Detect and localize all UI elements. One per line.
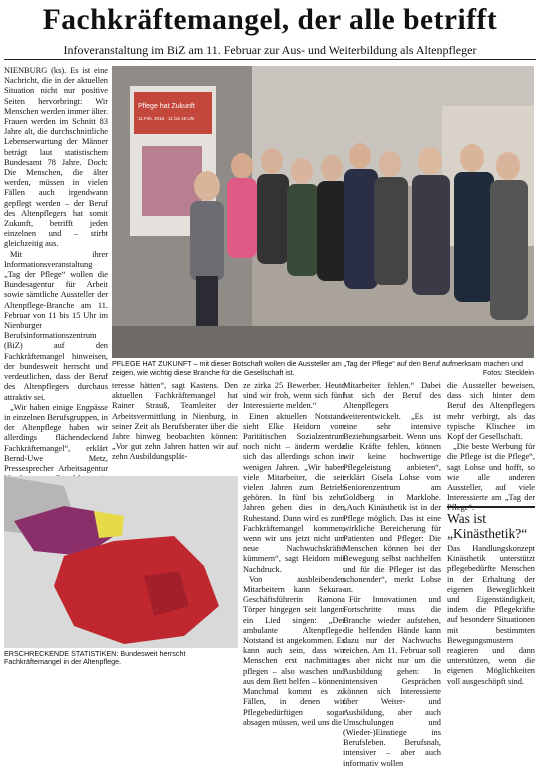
event-group-photo xyxy=(112,66,534,358)
paragraph: Für Innovationen und Fortschritte muss die Branche wieder aufstehen, die helfenden Hände kann dazu nur der Nachwuchs reichen. Am 11. Februar soll es aber nicht nur um die Ausbildung gehen: In intensiven Gesprächen können sich Interessierte über Weiter- und Ausbildung, aber auch Umschulungen und (Wieder-)Einstiege ins Berufsleben. Berufsnah, intensiver – aber auch informativ wollen xyxy=(343,595,441,768)
photo-credit: Fotos: Stecklein xyxy=(482,367,534,377)
photo-caption xyxy=(112,360,534,377)
paragraph: NIENBURG (ks). Es ist eine Nachricht, die in der aktuellen Situation nicht nur positive Seiten hervorbringt: Wir Menschen werden immer älter. Frauen werden im Schnitt 83 Jahre alt, die durchschnittliche Lebenserwartung der Männer beträgt laut statistischem Bundesamt 78 Jahre. Doch: Die Menschen, die älter werden, müssen in vielen Fällen auch irgendwann gepflegt werden – der Beruf des Altenpflegers hat somit Zukunft, betrifft jeden einzelnen und – stirbt gleichzeitig aus. xyxy=(4,66,108,249)
photo-caption-text: PFLEGE HAT ZUKUNFT – mit dieser Botschaft wollen die Aussteller am „Tag der Pflege“ auf den Beruf aufmerksam machen und zeigen, wie wichtig diese Branche für die Gesellschaft ist. xyxy=(112,359,524,377)
paragraph: „Wir haben einige Engpässe in einzelnen Berufsgruppen, in der Altenpflege haben wir allerdings flächendeckend Fachkräftemangel“, erklärt Bernd-Uwe Metz, Pressesprecher Arbeitsagentur xyxy=(4,402,108,473)
paragraph: Das Handlungskonzept Kinästhetik unterstützt pflegebedürfte Menschen in der Erhaltung der eigenen Beweglichkeit und Eigenständigkeit, indem die Pflegekräfte auf besondere Situationen mit bestimmten Bewegungsmustern reagieren und dann unterstützen, wenn die eigenen Möglichkeiten voll ausgeschöpft sind. xyxy=(447,544,535,686)
paragraph: teresse hätten“, sagt Kastens. Den aktuellen Fachkräftemangel hat Rainer Strauß, Teamleiter der Arbeitsvermittlung in Nienburg, in seiner Zeit als Berufsberater über die Jahre hinweg beobachten können: „Vor gut zehn Jahren hatten wir auf zehn Ausbildungsplät- xyxy=(112,381,238,462)
info-box-rule xyxy=(447,506,535,508)
article-column-5 xyxy=(447,381,535,513)
info-box-title: Was ist „Kinästhetik?“ xyxy=(447,511,528,541)
paragraph: Von ausbleibenden Mitarbeitern kann Sekura-Geschäftsführerin Ramona Törper hingegen seit langem ein Lied singen: „Der ambulante Altenpflege-Notstand ist angekommen. Es kann auch sein, dass wir Menschen erst nachmittags pflegen – also waschen und aus dem Bett helfen – können. Manchmal kommt es zu Fällen, in denen wir Pflegebedürftigen sogar absagen müssen, weil uns die xyxy=(243,574,345,727)
paragraph: ze zirka 25 Bewerber. Heute sind wir froh, wenn sich fünf Interessierte melden.“ xyxy=(243,381,345,411)
info-box-text xyxy=(447,544,535,686)
map-caption: ERSCHRECKENDE STATISTIKEN: Bundesweit herrscht Fachkräftemangel in der Altenpflege. xyxy=(4,649,186,667)
headline: Fachkräftemangel, der alle betrifft xyxy=(42,4,498,36)
article-column-3 xyxy=(243,381,345,727)
paragraph: Mit ihrer Informationsveranstaltung „Tag der Pflege“ wollen die Bundesagentur für Arbeit sowie sämtliche Aussteller der Altenpflege-Branche am 11. Februar von 11 bis 15 Uhr im Nienburger Berufsinformationszentrum (BiZ) auf den Fachkräftemangel hinweisen, der bundesweit herrscht und verdeutlichen, dass der Beruf des Altenpflegers durchaus attraktiv sei. xyxy=(4,249,108,402)
article-column-4 xyxy=(343,381,441,768)
poster-date: 11.Feb. 2016 · 11 bis 15 Uhr xyxy=(138,116,195,121)
paragraph: Mitarbeiter fehlen.“ Dabei hat sich der Beruf des Altenpflegers weiterentwickelt. „Es ist eine sehr intensive Beziehungsarbeit. Wenn uns die Kräfte fehlen, können wir keine hochwertige Pflegeleistung anbieten“, erklärt Gisela Lohse vom Seniorenzentrum am Goldberg in Marklohe. „Auch Kinästhetik ist in der Pflege möglich. Das ist eine wirkliche Bereicherung für Patienten und Pfleger: Die Menschen können bei der Bewegung selbst nachhelfen und für die Pfleger ist das schonender“, merkt Lohse an. xyxy=(343,381,441,595)
paragraph: Einen aktuellen Notstand sieht Elke Heidorn vom Paritätischen Sozialzentrum noch nicht – änderm werde sich das allerdings schon in wenigen Jahren. „Wir haben viele Mitarbeiter, die seit vielen Jahren zum Betrieb gehören. In fünf bis zehn Jahren gehen dies in den Ruhestand. Dann wird es zum Fachkräftemangel kommen, wenn wir uns jetzt nicht um neue Nachwuchskräfte kümmern“, sagt Heidorn mit Nachdruck. xyxy=(243,411,345,574)
paragraph: die Aussteller beweisen, dass sich hinter dem Beruf des Altenpflegers mehr verbirgt, als das typische Klischee im Kopf der Gesellschaft. xyxy=(447,381,535,442)
article-column-1 xyxy=(4,66,108,473)
subheadline: Infoveranstaltung im BiZ am 11. Februar zur Aus- und Weiterbildung als Altenpfleger xyxy=(63,43,477,57)
article-column-2 xyxy=(112,381,238,473)
poster-title: Pflege hat Zukunft xyxy=(138,103,195,110)
paragraph: „Die beste Werbung für die Pflege ist die Pflege“, sagt Lohse und hofft, so wie alle anderen Aussteller, auf viele Interessierte am „Tag der Pflege“. xyxy=(447,442,535,513)
headline-rule xyxy=(4,59,536,60)
statistics-map-photo xyxy=(4,476,238,648)
